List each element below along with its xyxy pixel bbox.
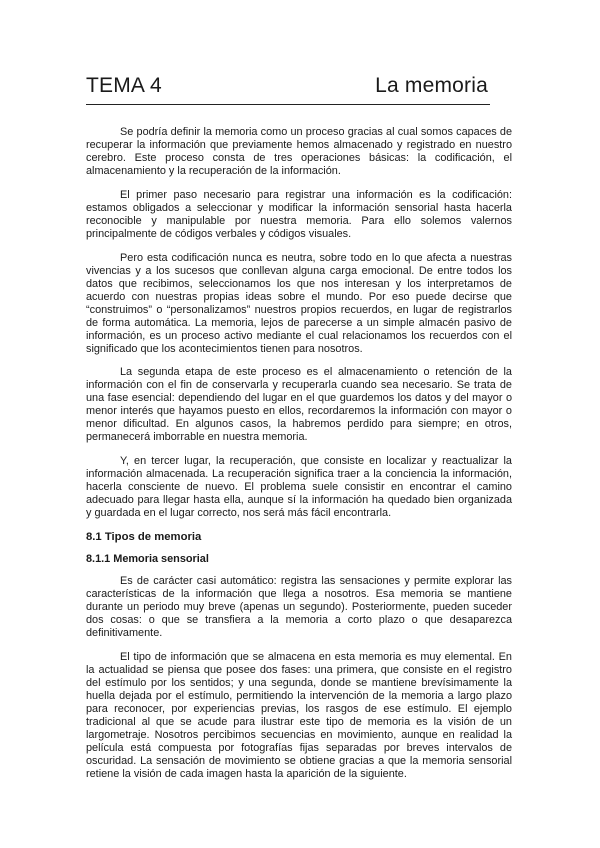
chapter-label: TEMA 4	[86, 74, 162, 97]
paragraph-memoria-sensorial: Es de carácter casi automático: registra las sensaciones y permite explorar las características de la información que llega a nosotros. Esa memoria se mantiene durante un periodo muy breve (apenas un segundo). Posteriormente, pueden suceder dos cosas: o que se transfiera a la memoria a corto plazo o que desaparezca definitivamente.	[86, 574, 512, 639]
page-header	[86, 74, 490, 105]
section-heading: 8.1 Tipos de memoria	[86, 530, 202, 543]
subsection-heading: 8.1.1 Memoria sensorial	[86, 552, 209, 565]
paragraph-almacenamiento: La segunda etapa de este proceso es el almacenamiento o retención de la información con el fin de conservarla y recuperarla cuando sea necesario. Se trata de una fase esencial: dependiendo del lugar en el que guardemos los datos y del mayor o menor interés que hayamos puesto en ellos, recordaremos la información con mayor o menor dificultad. En algunos casos, la habremos perdido para siempre; en otros, permanecerá imborrable en nuestra memoria.	[86, 366, 512, 444]
paragraph-codificacion-neutra: Pero esta codificación nunca es neutra, sobre todo en lo que afecta a nuestras vivencias y a los sucesos que conllevan alguna carga emocional. De entre todos los datos que recibimos, seleccionamos los que nos interesan y los interpretamos de acuerdo con nuestras propias ideas sobre el mundo. Por eso puede decirse que “construimos” o “personalizamos” nuestros propios recuerdos, en lugar de registrarlos de forma automática. La memoria, lejos de parecerse a un simple almacén pasivo de información, es un proceso activo mediante el cual relacionamos los recuerdos con el significado que los acontecimientos tienen para nosotros.	[86, 251, 512, 355]
document-body	[86, 126, 512, 792]
paragraph-codificacion: El primer paso necesario para registrar una información es la codificación: estamos obligados a seleccionar y modificar la información sensorial hasta hacerla reconocible y manipulable por nuestra memoria. Para ello solemos valernos principalmente de códigos verbales y códigos visuales.	[86, 188, 512, 240]
paragraph-informacion-elemental: El tipo de información que se almacena en esta memoria es muy elemental. En la actualidad se piensa que posee dos fases: una primera, que consiste en el registro del estímulo por los sentidos; y una segunda, donde se mantiene brevísimamente la huella dejada por el estímulo, permitiendo la intervención de la memoria a largo plazo para reconocer, por experiencias previas, los rasgos de ese estímulo. El ejemplo tradicional al que se acude para ilustrar este tipo de memoria es la visión de un largometraje. Nosotros percibimos secuencias en movimiento, aunque en realidad la película está compuesta por fotografías fijas separadas por breves intervalos de oscuridad. La sensación de movimiento se obtiene gracias a que la memoria sensorial retiene la visión de cada imagen hasta la aparición de la siguiente.	[86, 650, 512, 780]
paragraph-recuperacion: Y, en tercer lugar, la recuperación, que consiste en localizar y reactualizar la información almacenada. La recuperación significa traer a la conciencia la información, hacerla consciente de nuevo. El problema suele consistir en encontrar el camino adecuado para llegar hasta ella, aunque sí la información ha quedado bien organizada y guardada en el lugar correcto, nos será más fácil encontrarla.	[86, 455, 512, 520]
chapter-title: La memoria	[375, 74, 488, 97]
paragraph-intro: Se podría definir la memoria como un proceso gracias al cual somos capaces de recuperar la información que previamente hemos almacenado y registrado en nuestro cerebro. Este proceso consta de tres operaciones básicas: la codificación, el almacenamiento y la recuperación de la información.	[86, 126, 512, 177]
